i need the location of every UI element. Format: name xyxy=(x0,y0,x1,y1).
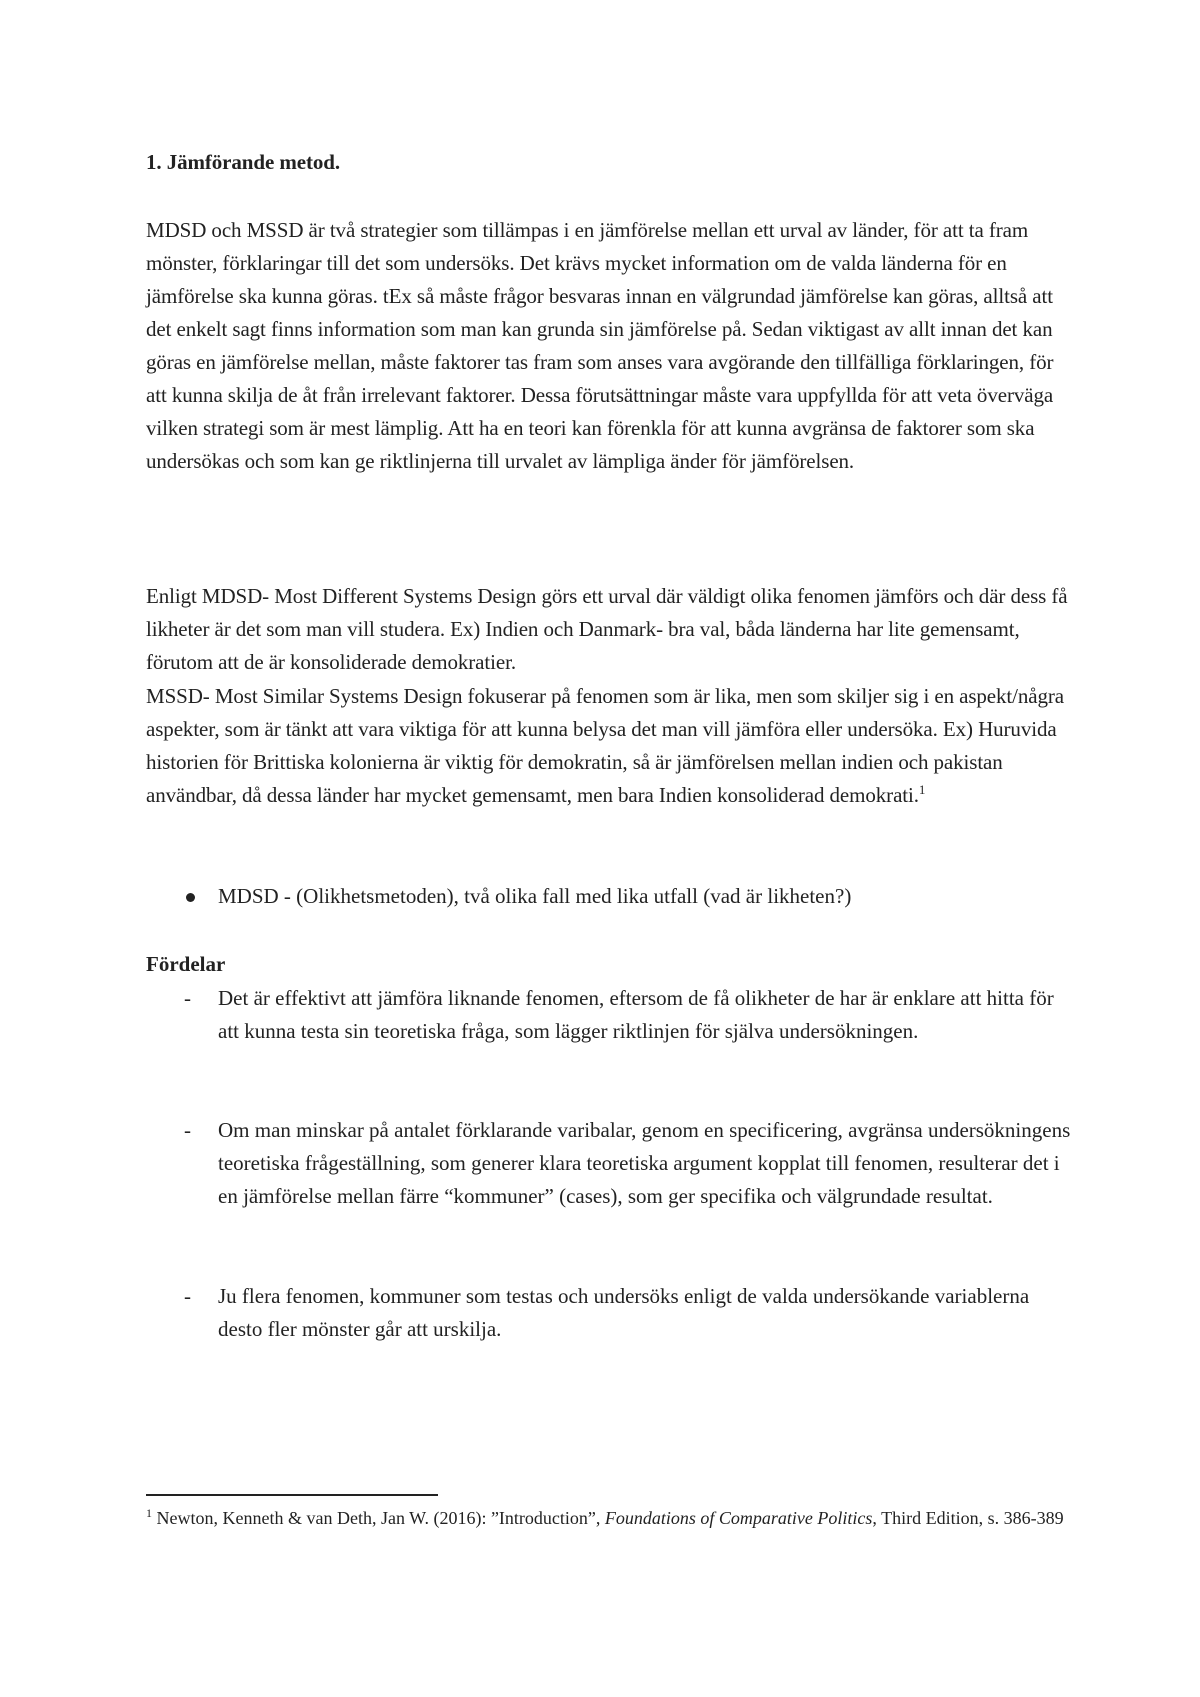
dash-item-text: Om man minskar på antalet förklarande varibalar, genom en specificering, avgränsa undersökningens teoretiska frågeställning, som generer klara teoretiska argument kopplat till fenomen, resulterar det i en jämförelse mellan färre “kommuner” (cases), som ger specifika och välgrundade resultat. xyxy=(218,1118,1071,1208)
mssd-paragraph xyxy=(146,680,1076,812)
footnote-text-before: Newton, Kenneth & van Deth, Jan W. (2016): ”Introduction”, xyxy=(152,1508,605,1528)
dash-item-text: Det är effektivt att jämföra liknande fenomen, eftersom de få olikheter de har är enklare att hitta för att kunna testa sin teoretiska fråga, som lägger riktlinjen för själva undersökningen. xyxy=(218,986,1054,1043)
footnote xyxy=(146,1504,1076,1533)
bullet-text: MDSD - (Olikhetsmetoden), två olika fall med lika utfall (vad är likheten?) xyxy=(218,884,852,908)
intro-paragraph: MDSD och MSSD är två strategier som tillämpas i en jämförelse mellan ett urval av länder, för att ta fram mönster, förklaringar till det som undersöks. Det krävs mycket information om de valda länderna för en jämförelse ska kunna göras. tEx så måste frågor besvaras innan en välgrundad jämförelse kan göras, alltså att det enkelt sagt finns information som man kan grunda sin jämförelse på. Sedan viktigast av allt innan det kan göras en jämförelse mellan, måste faktorer tas fram som anses vara avgörande den tillfälliga förklaringen, för att kunna skilja de åt från irrelevant faktorer. Dessa förutsättningar måste vara uppfyllda för att veta överväga vilken strategi som är mest lämplig. Att ha en teori kan förenkla för att kunna avgränsa de faktorer som ska undersökas och som kan ge riktlinjerna till urvalet av lämpliga änder för jämförelsen. xyxy=(146,218,1054,473)
footnote-separator xyxy=(146,1494,438,1496)
dash-list-item xyxy=(146,1114,1076,1213)
advantages-heading: Fördelar xyxy=(146,952,226,976)
mssd-paragraph-text: MSSD- Most Similar Systems Design fokuserar på fenomen som är lika, men som skiljer sig i en aspekt/några aspekter, som är tänkt att vara viktiga för att kunna belysa det man vill jämföra eller undersöka. Ex) Huruvida historien för Brittiska kolonierna är viktig för demokratin, så är jämförelsen mellan indien och pakistan användbar, då dessa länder har mycket gemensamt, men bara Indien konsoliderad demokrati. xyxy=(146,684,1065,807)
bullet-item xyxy=(146,880,1076,913)
mdsd-paragraph: Enligt MDSD- Most Different Systems Design görs ett urval där väldigt olika fenomen jämförs och där dess få likheter är det som man vill studera. Ex) Indien och Danmark- bra val, båda länderna har lite gemensamt, förutom att de är konsoliderade demokratier. xyxy=(146,584,1068,674)
footnote-number: 1 xyxy=(146,1506,152,1520)
dash-item-text: Ju flera fenomen, kommuner som testas och undersöks enligt de valda undersökande variablerna desto fler mönster går att urskilja. xyxy=(218,1284,1030,1341)
footnote-text-after: , Third Edition, s. 386-389 xyxy=(872,1508,1064,1528)
dash-marker: - xyxy=(184,986,191,1010)
footnote-book-title: Foundations of Comparative Politics xyxy=(604,1508,873,1528)
dash-list-item xyxy=(146,1280,1076,1346)
bullet-dot-icon xyxy=(186,893,195,902)
dash-marker: - xyxy=(184,1118,191,1142)
dash-list-item xyxy=(146,982,1076,1048)
section-heading: 1. Jämförande metod. xyxy=(146,150,340,174)
dash-marker: - xyxy=(184,1284,191,1308)
footnote-reference[interactable]: 1 xyxy=(918,782,926,797)
